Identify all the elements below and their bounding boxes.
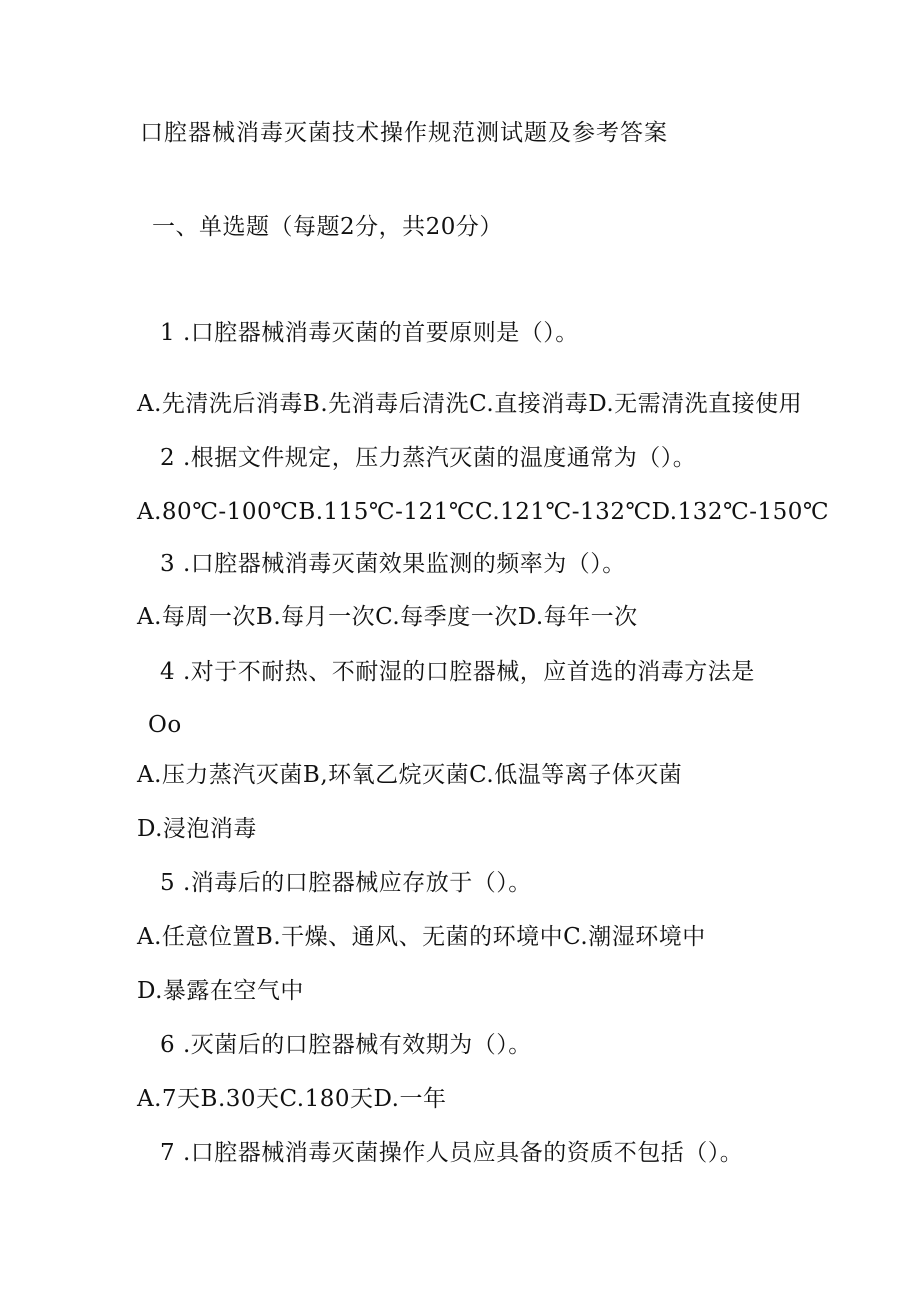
question-4-stem: 4 .对于不耐热、不耐湿的口腔器械，应首选的消毒方法是 — [160, 659, 755, 685]
question-2-options: A.80℃-100℃B.115℃-121℃C.121℃-132℃D.132℃-150℃ — [137, 499, 830, 525]
question-6-options: A.7天B.30天C.180天D.一年 — [137, 1086, 447, 1112]
document-title: 口腔器械消毒灭菌技术操作规范测试题及参考答案 — [140, 120, 668, 146]
question-6-stem: 6 .灭菌后的口腔器械有效期为（）。 — [160, 1032, 532, 1058]
question-4-options-line-2: D.浸泡消毒 — [137, 816, 257, 842]
question-4-options-line-1: A.压力蒸汽灭菌B,环氧乙烷灭菌C.低温等离子体灭菌 — [137, 762, 683, 788]
question-3-options: A.每周一次B.每月一次C.每季度一次D.每年一次 — [137, 604, 638, 630]
question-5-stem: 5 .消毒后的口腔器械应存放于（）。 — [160, 870, 532, 896]
question-5-options-line-2: D.暴露在空气中 — [137, 978, 304, 1004]
question-4-stem-continuation: Oo — [148, 712, 182, 738]
section-heading: 一、单选题（每题2分，共20分） — [152, 214, 503, 240]
question-5-options-line-1: A.任意位置B.干燥、通风、无菌的环境中C.潮湿环境中 — [137, 924, 706, 950]
question-3-stem: 3 .口腔器械消毒灭菌效果监测的频率为（）。 — [160, 551, 626, 577]
question-2-stem: 2 .根据文件规定，压力蒸汽灭菌的温度通常为（）。 — [160, 445, 697, 471]
question-1-options: A.先清洗后消毒B.先消毒后清洗C.直接消毒D.无需清洗直接使用 — [137, 391, 803, 417]
question-7-stem: 7 .口腔器械消毒灭菌操作人员应具备的资质不包括（）。 — [160, 1140, 744, 1166]
question-1-stem: 1 .口腔器械消毒灭菌的首要原则是（）。 — [160, 320, 579, 346]
